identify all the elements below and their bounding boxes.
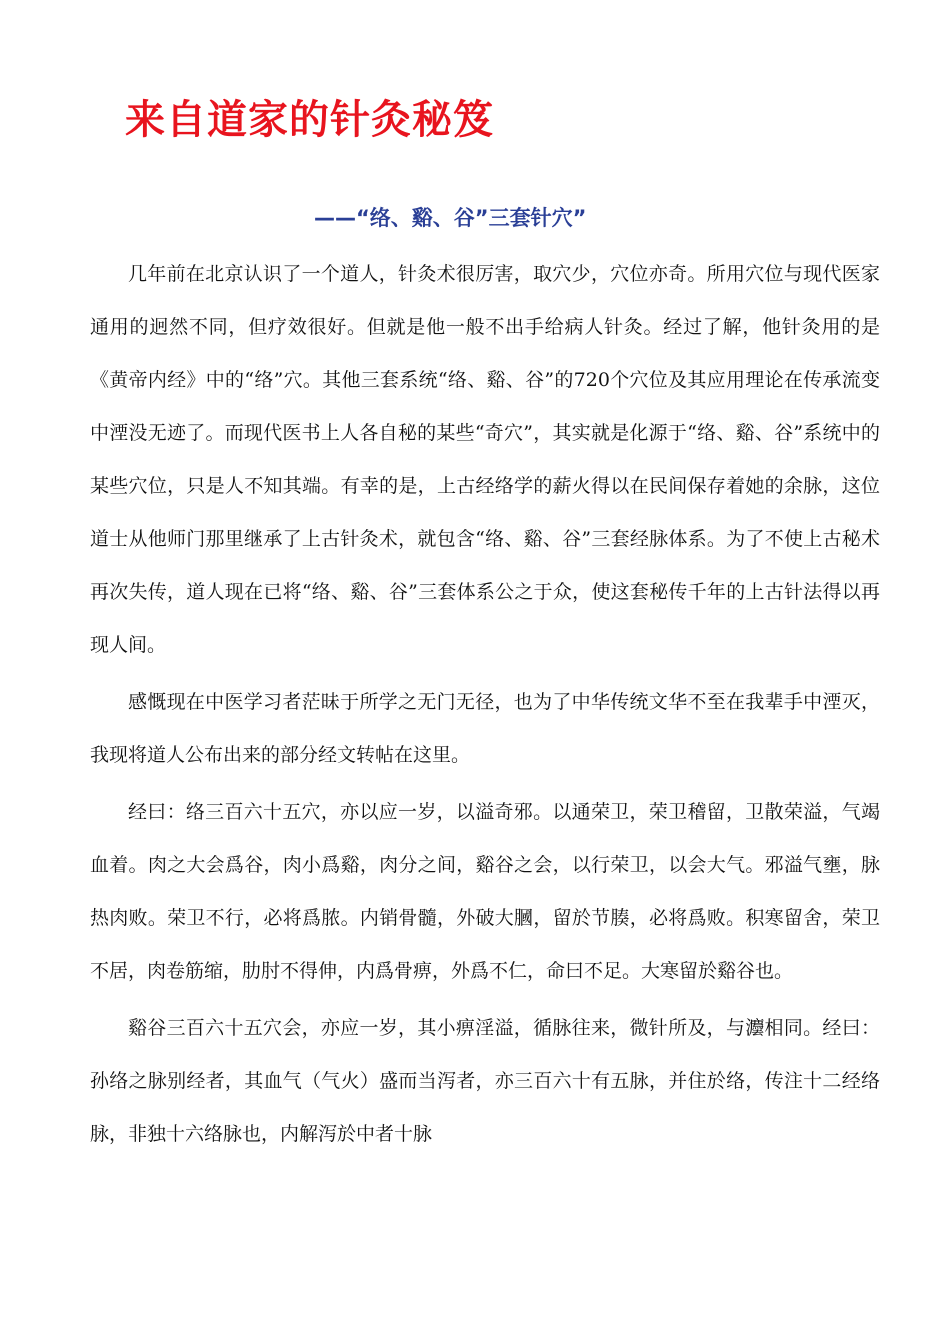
paragraph-intro: 几年前在北京认识了一个道人，针灸术很厉害，取穴少，穴位亦奇。所用穴位与现代医家通用的迥然不同，但疗效很好。但就是他一般不出手给病人针灸。经过了解，他针灸用的是《黄帝内经》中的“络”穴。其他三套系统“络、谿、谷”的720个穴位及其应用理论在传承流变中湮没无迹了。而现代医书上人各自秘的某些“奇穴”，其实就是化源于“络、谿、谷”系统中的某些穴位，只是人不知其端。有幸的是，上古经络学的薪火得以在民间保存着她的余脉，这位道士从他师门那里继承了上古针灸术，就包含“络、谿、谷”三套经脉体系。为了不使上古秘术再次失传，道人现在已将“络、谿、谷”三套体系公之于众，使这套秘传千年的上古针法得以再现人间。: [90, 263, 880, 656]
document-title: 来自道家的针灸秘笈: [125, 97, 494, 143]
document-body: [90, 248, 880, 1165]
paragraph-reason: 感慨现在中医学习者茫昧于所学之无门无径，也为了中华传统文华不至在我辈手中湮灭，我现将道人公布出来的部分经文转帖在这里。: [90, 691, 880, 766]
paragraph-scripture-luo: 经曰：络三百六十五穴，亦以应一岁，以溢奇邪。以通荣卫，荣卫稽留，卫散荣溢，气竭血着。肉之大会爲谷，肉小爲谿，肉分之间，谿谷之会，以行荣卫，以会大气。邪溢气壅，脉热肉败。荣卫不行，必将爲脓。内销骨髓，外破大膕，留於节腠，必将爲败。积寒留舍，荣卫不居，肉卷筋缩，肋肘不得伸，内爲骨痹，外爲不仁，命曰不足。大寒留於谿谷也。: [90, 801, 880, 982]
paragraph-scripture-xigu: 谿谷三百六十五穴会，亦应一岁，其小痹淫溢，循脉往来，微针所及，与灋相同。经曰：孙络之脉别经者，其血气（气火）盛而当泻者，亦三百六十有五脉，并住於络，传注十二经络脉，非独十六络脉也，内解泻於中者十脉: [90, 1017, 880, 1145]
document-subtitle: ——“络、谿、谷”三套针穴”: [314, 206, 587, 230]
